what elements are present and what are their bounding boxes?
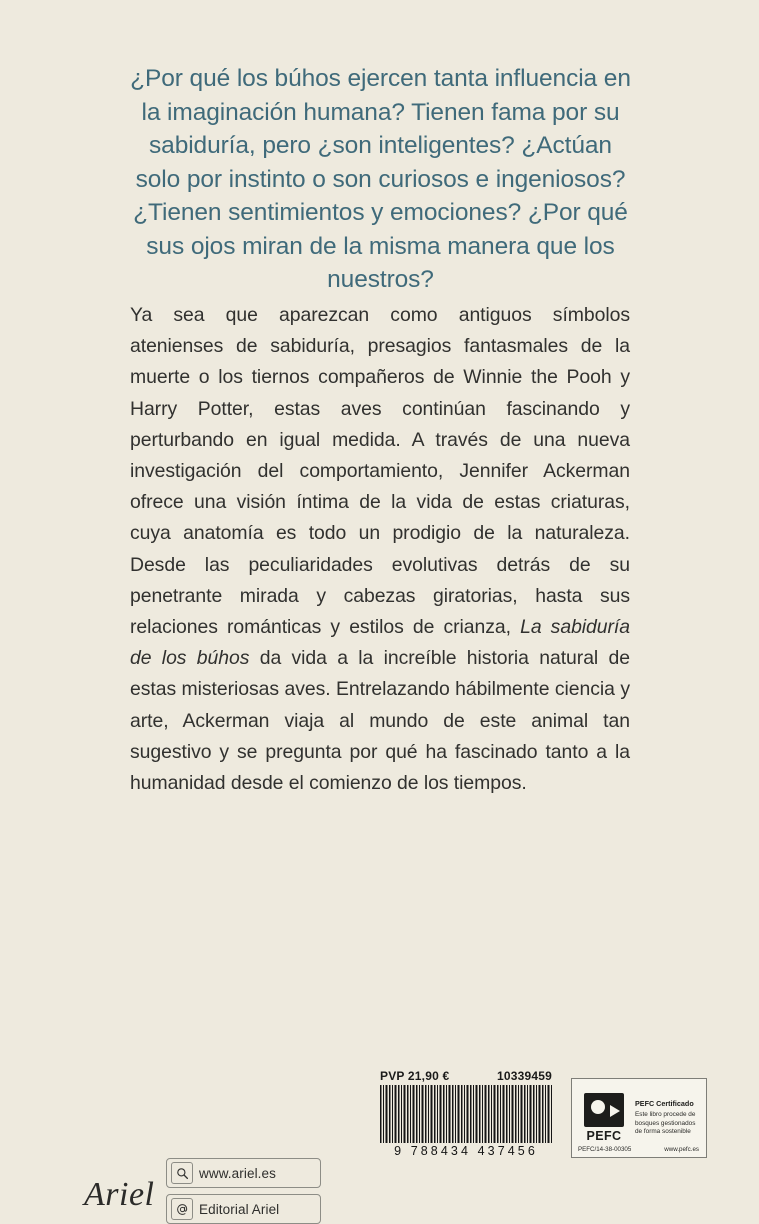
- publisher-social-text: Editorial Ariel: [199, 1201, 280, 1217]
- at-sign-icon: [171, 1198, 193, 1220]
- pefc-url: www.pefc.es: [664, 1146, 699, 1153]
- cover-headline: ¿Por qué los búhos ejercen tanta influencia en la imaginación humana? Tienen fama por su sabiduría, pero ¿son inteligentes? ¿Actúan solo por instinto o son curiosos e ingeniosos? ¿Tienen sentimientos y emociones? ¿Por qué sus ojos miran de la misma manera que los nuestros?: [130, 65, 631, 293]
- price-label: PVP 21,90 €: [380, 1069, 450, 1083]
- publisher-website-text: www.ariel.es: [199, 1165, 276, 1181]
- blurb-text-part-2: da vida a la increíble historia natural de estas misteriosas aves. Entrelazando hábilmente ciencia y arte, Ackerman viaja al mundo de este animal tan sugestivo y se pregunta por qué ha fascinado tanto a la humanidad desde el comienzo de los tiempos.: [130, 647, 630, 795]
- barcode-price-row: [380, 1069, 552, 1083]
- publisher-logo: Ariel: [84, 1176, 155, 1213]
- pefc-text: [630, 1084, 700, 1152]
- publisher-website-link[interactable]: [166, 1158, 321, 1188]
- pefc-description: Este libro procede de bosques gestionados de forma sostenible: [635, 1111, 696, 1136]
- pefc-wordmark: PEFC: [586, 1129, 622, 1143]
- pefc-code: PEFC/14-38-00305: [578, 1146, 632, 1153]
- pefc-certification-block: [571, 1078, 707, 1158]
- search-icon: [171, 1162, 193, 1184]
- cover-blurb: [130, 300, 630, 799]
- blurb-book-title: La sabiduría de los búhos: [130, 616, 631, 670]
- cover-footer: [0, 1030, 759, 1217]
- barcode-block: [380, 1069, 552, 1158]
- barcode-digits: 9 788434 437456: [394, 1144, 538, 1158]
- item-code: 10339459: [497, 1069, 552, 1083]
- blurb-text-part-1: Ya sea que aparezcan como antiguos símbolos atenienses de sabiduría, presagios fantasmales de la muerte o los tiernos compañeros de Winnie the Pooh y Harry Potter, estas aves continúan fascinando y perturbando en igual medida. A través de una nueva investigación del comportamiento, Jennifer Ackerman ofrece una visión íntima de la vida de estas criaturas, cuya anatomía es todo un prodigio de la naturaleza. Desde las peculiaridades evolutivas detrás de su penetrante mirada y cabezas giratorias, hasta sus relaciones románticas y estilos de crianza,: [130, 304, 630, 639]
- pefc-tree-icon: [584, 1093, 624, 1127]
- barcode-bars: [380, 1085, 552, 1143]
- pefc-logo: [578, 1084, 630, 1152]
- publisher-social-link[interactable]: [166, 1194, 321, 1224]
- pefc-title: PEFC Certificado: [635, 1099, 694, 1109]
